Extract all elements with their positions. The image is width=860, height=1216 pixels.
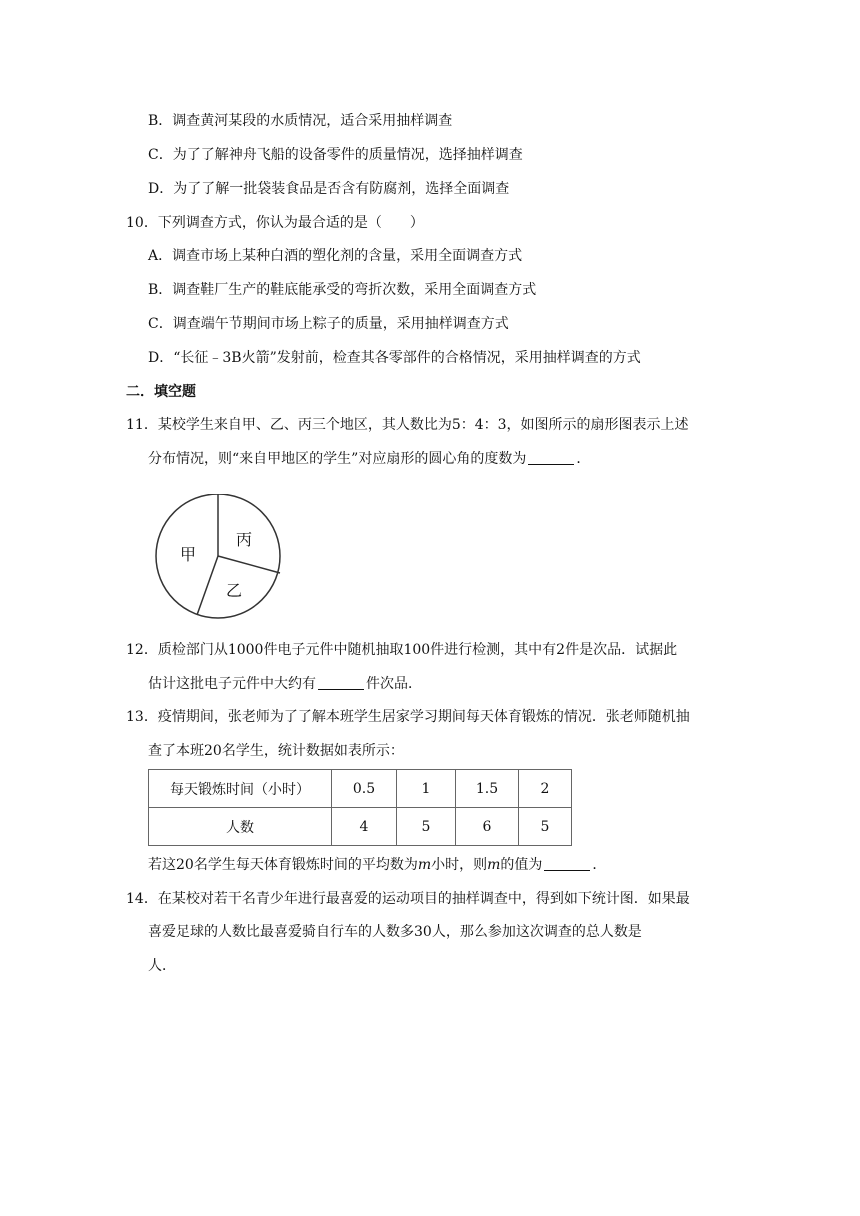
q14-line2: 喜爱足球的人数比最喜爱骑自行车的人数多30人，那么参加这次调查的总人数是: [148, 924, 642, 940]
q13-line3-text: 若这20名学生每天体育锻炼时间的平均数为: [148, 857, 418, 873]
q13-line3-text2: 小时，则: [431, 857, 488, 873]
q12-line2: [148, 674, 422, 694]
table-cell: 1.5: [456, 770, 519, 808]
q14-line1: 14．在某校对若干名青少年进行最喜爱的运动项目的抽样调查中，得到如下统计图．如果最: [126, 891, 690, 907]
pie-label-bing: 丙: [236, 530, 253, 549]
table-row-header: 人数: [149, 808, 332, 846]
table-cell: 2: [519, 770, 572, 808]
table-cell: 0.5: [332, 770, 397, 808]
q11-line2-end: ．: [576, 451, 591, 467]
q13-line2: 查了本班20名学生，统计数据如表所示：: [148, 743, 404, 759]
q10-option-a: A．调查市场上某种白酒的塑化剂的含量，采用全面调查方式: [148, 248, 523, 264]
q13-line3-end: ．: [592, 857, 607, 873]
q13-answer-blank: [544, 856, 590, 871]
table-row: [149, 770, 572, 808]
pie-divider-bottom: [197, 556, 218, 615]
q13-line3-text3: 的值为: [500, 857, 543, 873]
pie-label-yi: 乙: [226, 581, 243, 600]
q13-data-table: [148, 769, 572, 846]
q12-line1: 12．质检部门从1000件电子元件中随机抽取100件进行检测，其中有2件是次品．试据此: [126, 642, 678, 658]
q11-pie-chart: [150, 494, 290, 622]
q11-line2: [148, 449, 590, 469]
pie-label-jia: 甲: [180, 545, 197, 564]
q10-option-d: D．“长征﹣3B火箭”发射前，检查其各零部件的合格情况，采用抽样调查的方式: [148, 350, 641, 366]
q9-option-b: B．调查黄河某段的水质情况，适合采用抽样调查: [148, 113, 453, 129]
q11-line1: 11．某校学生来自甲、乙、丙三个地区，其人数比为5：4：3，如图所示的扇形图表示上述: [126, 417, 689, 433]
pie-divider-right: [218, 556, 280, 573]
q9-option-c: C．为了了解神舟飞船的设备零件的质量情况，选择抽样调查: [148, 147, 523, 163]
q10-option-c: C．调查端午节期间市场上粽子的质量，采用抽样调查方式: [148, 316, 509, 332]
q10-stem: 10．下列调查方式，你认为最合适的是（ ）: [126, 215, 424, 231]
q13-variable-m: m: [417, 857, 432, 873]
q11-answer-blank: [528, 450, 574, 465]
table-cell: 5: [519, 808, 572, 846]
q10-option-b: B．调查鞋厂生产的鞋底能承受的弯折次数，采用全面调查方式: [148, 282, 537, 298]
section-title-fill-in: 二．填空题: [126, 384, 196, 400]
q11-line2-text: 分布情况，则“来自甲地区的学生”对应扇形的圆心角的度数为: [148, 451, 527, 467]
q14-line3: 人．: [148, 958, 176, 974]
q12-line2-text: 估计这批电子元件中大约有: [148, 676, 316, 692]
q12-answer-blank: [318, 675, 364, 690]
q13-line1: 13．疫情期间，张老师为了了解本班学生居家学习期间每天体育锻炼的情况．张老师随机抽: [126, 709, 690, 725]
q13-line3: [148, 855, 606, 875]
table-row-header: 每天锻炼时间（小时）: [149, 770, 332, 808]
table-row: [149, 808, 572, 846]
q9-option-d: D．为了了解一批袋装食品是否含有防腐剂，选择全面调查: [148, 181, 510, 197]
table-cell: 5: [397, 808, 456, 846]
table-cell: 4: [332, 808, 397, 846]
table-cell: 1: [397, 770, 456, 808]
table-cell: 6: [456, 808, 519, 846]
q12-line2-end: 件次品．: [366, 676, 422, 692]
q13-variable-m2: m: [487, 857, 501, 873]
